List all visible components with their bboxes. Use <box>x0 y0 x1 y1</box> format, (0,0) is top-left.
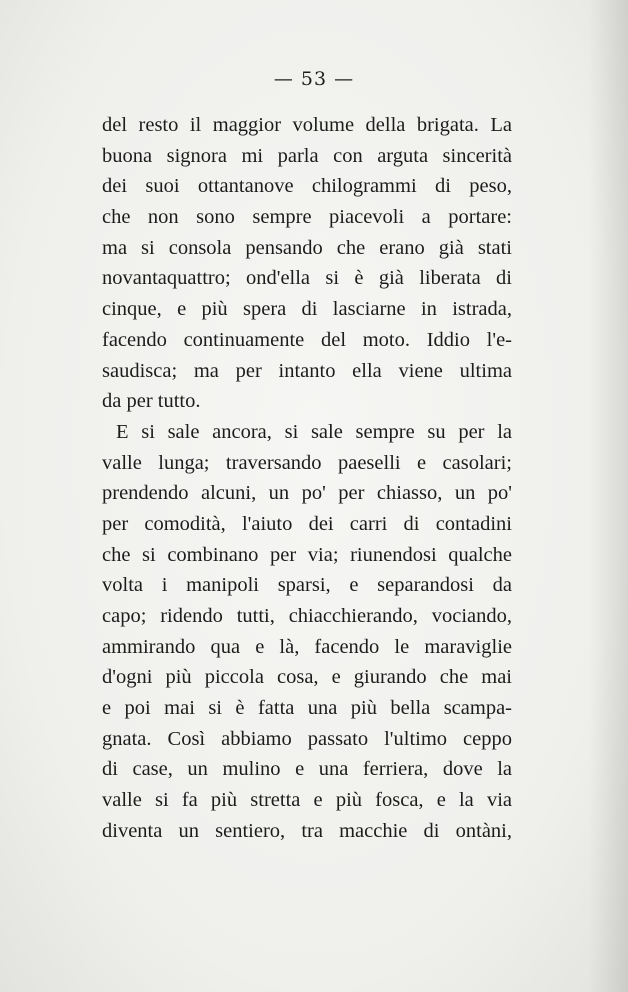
page-number: — 53 — <box>273 68 355 90</box>
text-line: valle si fa più stretta e più fosca, e la via <box>102 789 512 812</box>
text-line: del resto il maggior volume della brigata. La <box>102 114 512 136</box>
text-line: saudisca; ma per intanto ella viene ultima <box>102 359 512 382</box>
text-line: d'ogni più piccola cosa, e giurando che mai <box>102 666 512 689</box>
text-line: prendendo alcuni, un po' per chiasso, un po' <box>102 482 512 505</box>
text-line: che si combinano per via; riunendosi qualche <box>102 543 512 566</box>
text-line: dei suoi ottantanove chilogrammi di peso, <box>102 175 512 198</box>
text-line: per comodità, l'aiuto dei carri di contadini <box>102 512 512 535</box>
text-line: gnata. Così abbiamo passato l'ultimo ceppo <box>102 727 512 750</box>
text-line: capo; ridendo tutti, chiacchierando, vociando, <box>102 605 512 627</box>
text-line: e poi mai si è fatta una più bella scampa- <box>102 697 512 720</box>
text-line: che non sono sempre piacevoli a portare: <box>102 206 512 229</box>
body-text <box>102 110 512 847</box>
text-line: ammirando qua e là, facendo le maraviglie <box>102 635 512 658</box>
page-edge-shadow <box>588 0 628 992</box>
text-line: E si sale ancora, si sale sempre su per la <box>116 420 512 443</box>
text-line: buona signora mi parla con arguta sincerità <box>102 144 512 167</box>
text-line: facendo continuamente del moto. Iddio l'e- <box>102 328 512 351</box>
text-line: ma si consola pensando che erano già stati <box>102 236 512 259</box>
text-line: volta i manipoli sparsi, e separandosi da <box>102 574 512 597</box>
text-line: da per tutto. <box>102 390 201 413</box>
text-line: valle lunga; traversando paeselli e casolari; <box>102 451 512 474</box>
text-line: diventa un sentiero, tra macchie di ontàni, <box>102 819 512 842</box>
text-line: novantaquattro; ond'ella si è già liberata di <box>102 267 512 290</box>
text-line: di case, un mulino e una ferriera, dove la <box>102 758 512 781</box>
text-line: cinque, e più spera di lasciarne in istrada, <box>102 298 512 321</box>
